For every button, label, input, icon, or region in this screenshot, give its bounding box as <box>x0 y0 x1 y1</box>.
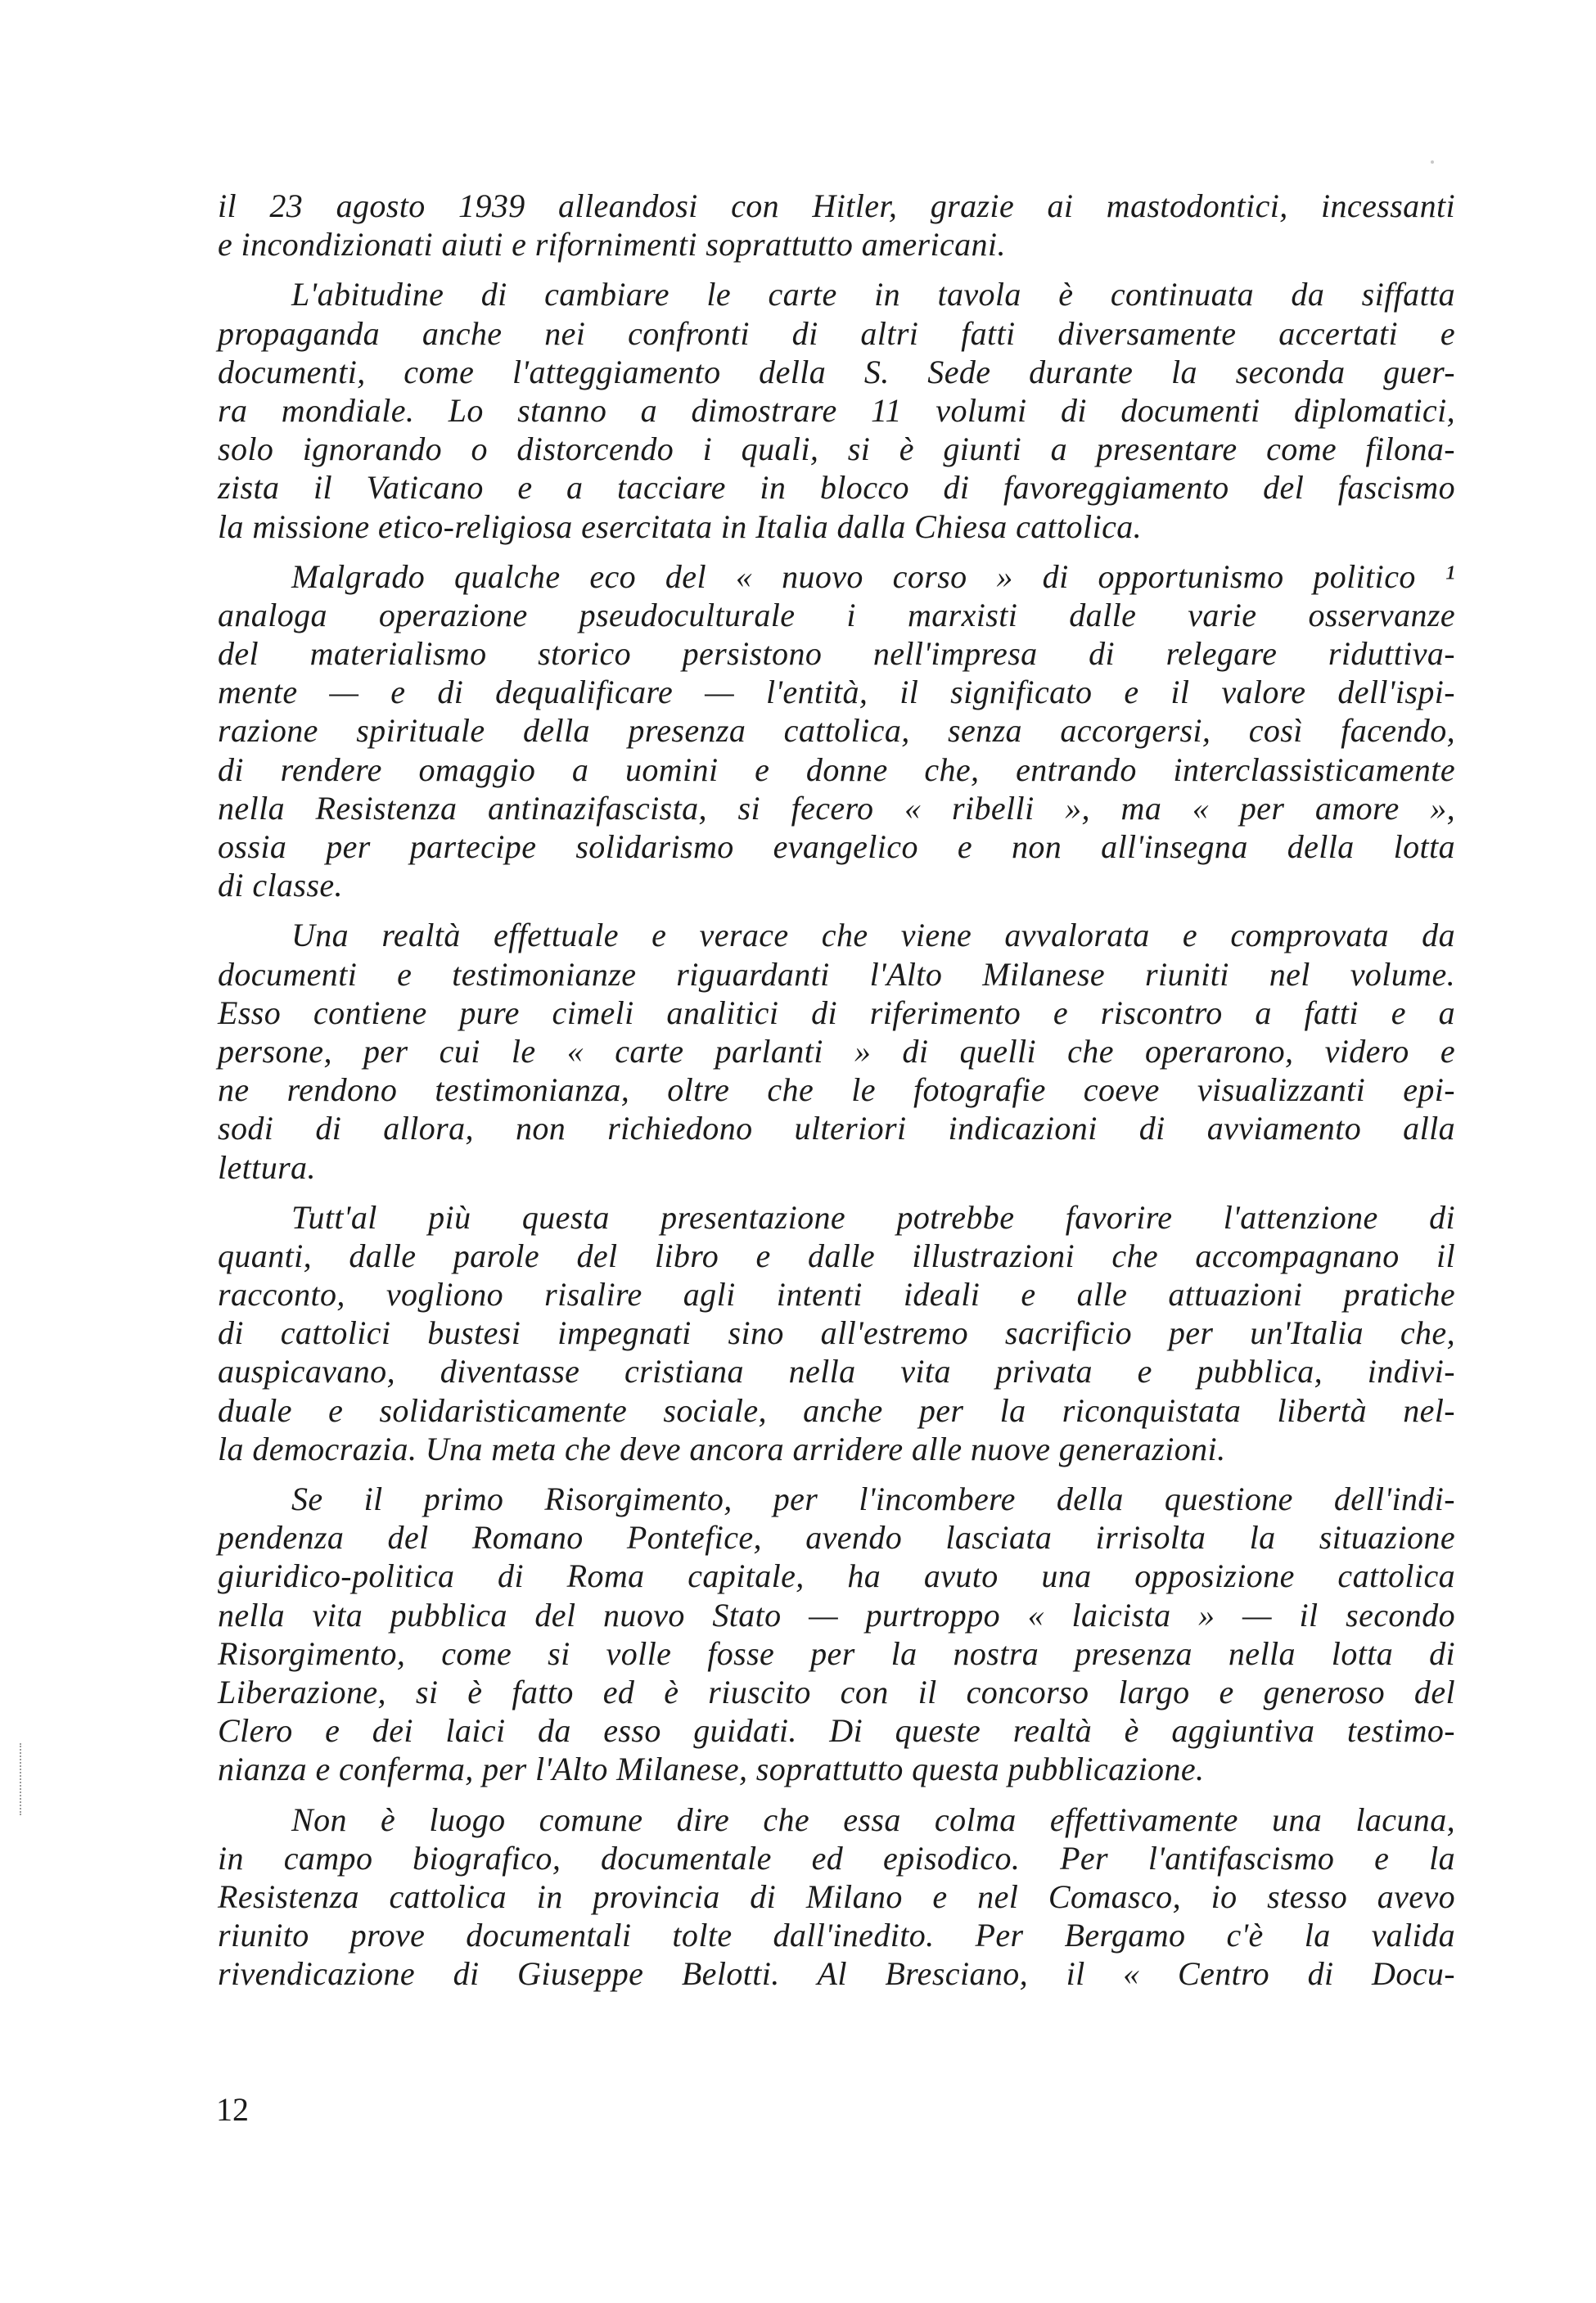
text-line: Se il primo Risorgimento, per l'incombere della questione dell'indi- <box>291 1480 1455 1517</box>
text-line: L'abitudine di cambiare le carte in tavola è continuata da siffatta <box>291 276 1455 313</box>
text-line: riunito prove documentali tolte dall'inedito. Per Bergamo c'è la valida <box>218 1917 1455 1954</box>
text-line: rivendicazione di Giuseppe Belotti. Al Bresciano, il « Centro di Docu- <box>218 1955 1455 1993</box>
paragraph <box>218 1480 1455 1789</box>
page-number: 12 <box>216 2091 249 2128</box>
text-line: e incondizionati aiuti e rifornimenti soprattutto americani. <box>218 226 1006 264</box>
paragraph <box>218 1800 1455 1994</box>
text-line: zista il Vaticano e a tacciare in blocco di favoreggiamento del fascismo <box>218 469 1455 507</box>
text-line: documenti e testimonianze riguardanti l'Alto Milanese riuniti nel volume. <box>218 955 1455 993</box>
paragraph <box>218 275 1455 545</box>
body-text <box>218 187 1455 1993</box>
margin-mark <box>20 1743 21 1815</box>
text-line: Esso contiene pure cimeli analitici di riferimento e riscontro a fatti e a <box>218 994 1455 1031</box>
text-line: auspicavano, diventasse cristiana nella vita privata e pubblica, indivi- <box>218 1353 1455 1390</box>
text-line: la missione etico-religiosa esercitata in Italia dalla Chiesa cattolica. <box>218 507 1143 545</box>
text-line: di rendere omaggio a uomini e donne che, entrando interclassisticamente <box>218 750 1455 788</box>
text-line: lettura. <box>218 1148 316 1186</box>
paragraph <box>218 557 1455 905</box>
text-line: racconto, vogliono risalire agli intenti ideali e alle attuazioni pratiche <box>218 1276 1455 1314</box>
text-line: in campo biografico, documentale ed episodico. Per l'antifascismo e la <box>218 1839 1455 1877</box>
scan-speck <box>1431 160 1434 164</box>
text-line: del materialismo storico persistono nell'impresa di relegare riduttiva- <box>218 635 1455 673</box>
text-line: razione spirituale della presenza cattolica, senza accorgersi, così facendo, <box>218 712 1455 750</box>
text-line: propaganda anche nei confronti di altri fatti diversamente accertati e <box>218 314 1455 352</box>
text-line: Resistenza cattolica in provincia di Milano e nel Comasco, io stesso avevo <box>218 1877 1455 1915</box>
text-line: mente — e di dequalificare — l'entità, il significato e il valore dell'ispi- <box>218 674 1455 711</box>
text-line: ra mondiale. Lo stanno a dimostrare 11 volumi di documenti diplomatici, <box>218 391 1455 429</box>
text-line: di classe. <box>218 867 343 904</box>
text-line: Non è luogo comune dire che essa colma effettivamente una lacuna, <box>291 1800 1455 1838</box>
text-line: Risorgimento, come si volle fosse per la nostra presenza nella lotta di <box>218 1634 1455 1672</box>
text-line: ne rendono testimonianza, oltre che le fotografie coeve visualizzanti epi- <box>218 1071 1455 1109</box>
text-line: pendenza del Romano Pontefice, avendo lasciata irrisolta la situazione <box>218 1519 1455 1557</box>
text-line: Clero e dei laici da esso guidati. Di queste realtà è aggiuntiva testimo- <box>218 1712 1455 1750</box>
text-line: duale e solidaristicamente sociale, anche per la riconquistata libertà nel- <box>218 1391 1455 1429</box>
paragraph <box>218 916 1455 1186</box>
text-line: persone, per cui le « carte parlanti » di quelli che operarono, videro e <box>218 1032 1455 1070</box>
text-line: di cattolici bustesi impegnati sino all'estremo sacrificio per un'Italia che, <box>218 1314 1455 1352</box>
paragraph <box>218 187 1455 264</box>
text-line: Tutt'al più questa presentazione potrebbe favorire l'attenzione di <box>291 1198 1455 1236</box>
text-line: nella Resistenza antinazifascista, si fecero « ribelli », ma « per amore », <box>218 789 1455 827</box>
text-line: ossia per partecipe solidarismo evangelico e non all'insegna della lotta <box>218 828 1455 865</box>
text-line: Una realtà effettuale e verace che viene avvalorata e comprovata da <box>291 917 1455 954</box>
text-line: nella vita pubblica del nuovo Stato — purtroppo « laicista » — il secondo <box>218 1596 1455 1634</box>
text-line: il 23 agosto 1939 alleandosi con Hitler, grazie ai mastodontici, incessanti <box>218 187 1455 224</box>
text-line: documenti, come l'atteggiamento della S. Sede durante la seconda guer- <box>218 353 1455 390</box>
text-line: analoga operazione pseudoculturale i marxisti dalle varie osservanze <box>218 596 1455 633</box>
text-line: nianza e conferma, per l'Alto Milanese, soprattutto questa pubblicazione. <box>218 1751 1205 1788</box>
text-line: Liberazione, si è fatto ed è riuscito con il concorso largo e generoso del <box>218 1673 1455 1710</box>
text-line: quanti, dalle parole del libro e dalle illustrazioni che accompagnano il <box>218 1237 1455 1274</box>
text-line: la democrazia. Una meta che deve ancora arridere alle nuove generazioni. <box>218 1430 1226 1467</box>
text-line: solo ignorando o distorcendo i quali, si è giunti a presentare come filona- <box>218 430 1455 468</box>
text-line: giuridico-politica di Roma capitale, ha avuto una opposizione cattolica <box>218 1557 1455 1595</box>
paragraph <box>218 1198 1455 1468</box>
text-line: Malgrado qualche eco del « nuovo corso » di opportunismo politico ¹ <box>291 557 1455 595</box>
text-line: sodi di allora, non richiedono ulteriori indicazioni di avviamento alla <box>218 1110 1455 1147</box>
